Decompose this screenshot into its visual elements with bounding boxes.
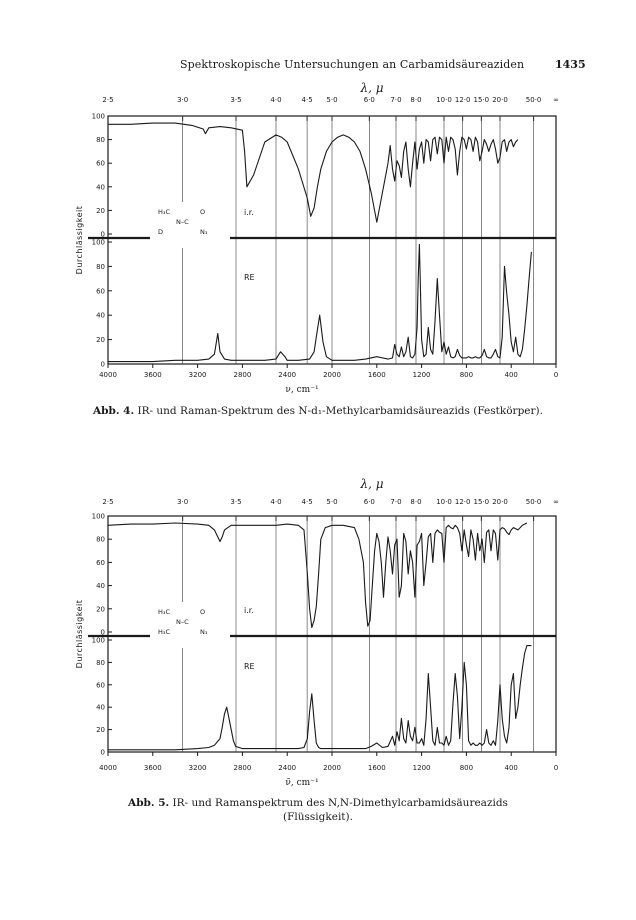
structure-left-bottom: H₃C bbox=[158, 628, 171, 636]
wavenumber-tick-label: 1200 bbox=[412, 764, 431, 772]
wavelength-tick-label: 12·0 bbox=[454, 498, 471, 506]
ir-y-tick-label: 60 bbox=[96, 558, 105, 567]
wavenumber-tick-label: 800 bbox=[459, 371, 474, 379]
wavelength-tick-label: 2·5 bbox=[102, 96, 114, 104]
wavelength-tick-label: 7·0 bbox=[390, 498, 402, 506]
wavenumber-tick-label: 1200 bbox=[412, 371, 431, 379]
wavelength-tick-label: 7·0 bbox=[390, 96, 402, 104]
wavenumber-tick-label: 4000 bbox=[99, 371, 117, 379]
wavelength-tick-label: 3·0 bbox=[177, 96, 189, 104]
figure-5-caption-text: IR- und Ramanspektrum des N,N-Dimethylcarbamidsäureazids bbox=[172, 797, 508, 809]
wavenumber-tick-label: 0 bbox=[553, 371, 559, 379]
wavelength-tick-label: 8·0 bbox=[410, 498, 422, 506]
lambda-label: λ, μ bbox=[360, 477, 384, 491]
wavelength-tick-label: ∞ bbox=[553, 498, 559, 506]
figure-5-caption bbox=[0, 796, 636, 824]
ir-y-tick-label: 80 bbox=[96, 136, 105, 145]
structure-right-top: O bbox=[200, 608, 206, 616]
wavenumber-tick-label: 800 bbox=[459, 764, 474, 772]
raman-y-tick-label: 0 bbox=[100, 748, 105, 757]
wavelength-tick-label: 4·0 bbox=[270, 498, 282, 506]
wavenumber-tick-label: 2800 bbox=[233, 764, 252, 772]
wavelength-tick-label: 6·0 bbox=[363, 498, 375, 506]
wavenumber-axis-label: ν̃, cm⁻¹ bbox=[285, 778, 319, 788]
running-title: Spektroskopische Untersuchungen an Carbamidsäureaziden bbox=[180, 58, 525, 71]
ir-y-tick-label: 0 bbox=[100, 230, 105, 239]
ir-y-tick-label: 40 bbox=[96, 582, 105, 591]
wavelength-tick-label: 20·0 bbox=[492, 498, 508, 506]
wavelength-tick-label: 3·0 bbox=[177, 498, 189, 506]
wavelength-tick-label: 20·0 bbox=[492, 96, 508, 104]
y-axis-label: Durchlässigkeit bbox=[75, 205, 84, 275]
ir-spectrum-label: i.r. bbox=[244, 208, 254, 217]
wavelength-tick-label: 50·0 bbox=[525, 498, 542, 506]
raman-y-tick-label: 80 bbox=[96, 262, 105, 271]
wavenumber-tick-label: 3600 bbox=[143, 764, 162, 772]
y-axis-label: Durchlässigkeit bbox=[75, 599, 84, 669]
wavenumber-tick-label: 2000 bbox=[323, 764, 341, 772]
wavelength-tick-label: 10·0 bbox=[436, 96, 452, 104]
wavenumber-tick-label: 3200 bbox=[188, 371, 207, 379]
structure-right-top: O bbox=[200, 208, 206, 216]
wavelength-tick-label: 3·5 bbox=[230, 96, 242, 104]
figure-5-caption-prefix: Abb. 5. bbox=[128, 797, 170, 809]
wavelength-tick-label: 5·0 bbox=[326, 498, 338, 506]
figure-4-spectra bbox=[0, 80, 636, 420]
ir-y-tick-label: 100 bbox=[91, 512, 105, 521]
ir-spectrum-label: i.r. bbox=[244, 606, 254, 615]
wavelength-tick-label: 8·0 bbox=[410, 96, 422, 104]
raman-y-tick-label: 100 bbox=[91, 238, 105, 247]
raman-y-tick-label: 20 bbox=[96, 726, 105, 735]
wavelength-tick-label: 5·0 bbox=[326, 96, 338, 104]
structure-right-bottom: N₃ bbox=[200, 628, 208, 636]
raman-spectrum-label: RE bbox=[244, 662, 255, 671]
wavenumber-tick-label: 2800 bbox=[233, 371, 252, 379]
ir-y-tick-label: 20 bbox=[96, 605, 105, 614]
wavelength-tick-label: 15·0 bbox=[473, 498, 490, 506]
wavelength-tick-label: 15·0 bbox=[473, 96, 490, 104]
ir-y-tick-label: 20 bbox=[96, 206, 105, 215]
wavelength-tick-label: 10·0 bbox=[436, 498, 452, 506]
raman-spectrum-label: RE bbox=[244, 273, 255, 282]
wavelength-tick-label: 4·5 bbox=[301, 96, 313, 104]
wavelength-tick-label: 2·5 bbox=[102, 498, 114, 506]
wavenumber-tick-label: 400 bbox=[504, 764, 518, 772]
raman-y-tick-label: 60 bbox=[96, 681, 105, 690]
wavelength-tick-label: 12·0 bbox=[454, 96, 471, 104]
lambda-label: λ, μ bbox=[360, 81, 384, 95]
wavenumber-tick-label: 3200 bbox=[188, 764, 207, 772]
figure-4-caption-text: IR- und Raman-Spektrum des N-d₁-Methylcarbamidsäureazids (Festkörper). bbox=[137, 405, 543, 417]
raman-y-tick-label: 20 bbox=[96, 336, 105, 345]
ir-y-tick-label: 80 bbox=[96, 535, 105, 544]
raman-y-tick-label: 60 bbox=[96, 287, 105, 296]
wavenumber-tick-label: 3600 bbox=[143, 371, 162, 379]
ir-y-tick-label: 40 bbox=[96, 183, 105, 192]
structure-right-bottom: N₃ bbox=[200, 228, 208, 236]
ir-y-tick-label: 100 bbox=[91, 112, 105, 121]
wavenumber-tick-label: 4000 bbox=[99, 764, 117, 772]
figure-5-caption-line2: (Flüssigkeit). bbox=[283, 811, 353, 823]
structure-left-bottom: D bbox=[158, 228, 164, 236]
structure-left-top: H₃C bbox=[158, 208, 171, 216]
wavenumber-tick-label: 400 bbox=[504, 371, 518, 379]
wavenumber-axis-label: ν, cm⁻¹ bbox=[285, 385, 319, 395]
raman-y-tick-label: 40 bbox=[96, 311, 105, 320]
raman-y-tick-label: 0 bbox=[100, 360, 105, 369]
wavelength-tick-label: 4·0 bbox=[270, 96, 282, 104]
figure-4-caption-prefix: Abb. 4. bbox=[93, 405, 135, 417]
ir-y-tick-label: 60 bbox=[96, 159, 105, 168]
wavelength-tick-label: ∞ bbox=[553, 96, 559, 104]
raman-y-tick-label: 40 bbox=[96, 703, 105, 712]
running-head bbox=[0, 58, 636, 76]
wavelength-tick-label: 6·0 bbox=[363, 96, 375, 104]
structure-center: N–C bbox=[176, 618, 189, 626]
figure-4-caption bbox=[0, 404, 636, 418]
structure-left-top: H₃C bbox=[158, 608, 171, 616]
page-number: 1435 bbox=[555, 58, 586, 71]
wavenumber-tick-label: 2000 bbox=[323, 371, 341, 379]
wavelength-tick-label: 50·0 bbox=[525, 96, 542, 104]
ir-y-tick-label: 0 bbox=[100, 628, 105, 637]
wavenumber-tick-label: 2400 bbox=[278, 764, 297, 772]
wavenumber-tick-label: 1600 bbox=[367, 764, 386, 772]
structure-center: N–C bbox=[176, 218, 189, 226]
wavelength-tick-label: 3·5 bbox=[230, 498, 242, 506]
wavelength-tick-label: 4·5 bbox=[301, 498, 313, 506]
wavenumber-tick-label: 2400 bbox=[278, 371, 297, 379]
wavenumber-tick-label: 0 bbox=[553, 764, 559, 772]
raman-y-tick-label: 80 bbox=[96, 658, 105, 667]
raman-y-tick-label: 100 bbox=[91, 636, 105, 645]
raman-spectrum-line bbox=[108, 646, 531, 750]
raman-spectrum-line bbox=[108, 244, 531, 361]
wavenumber-tick-label: 1600 bbox=[367, 371, 386, 379]
